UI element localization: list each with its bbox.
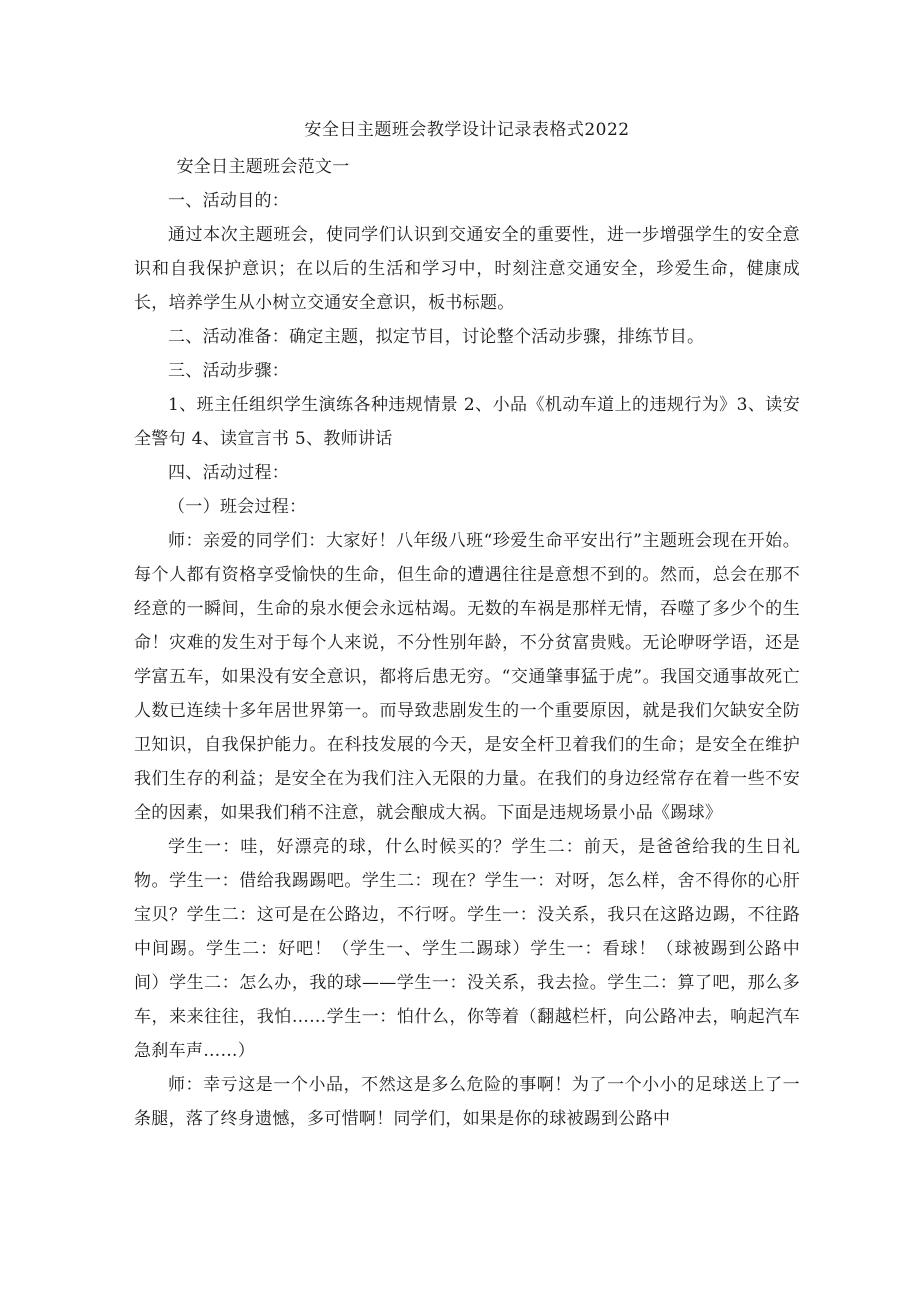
paragraph-heading-steps: 三、活动步骤： [168,361,290,381]
document-title: 安全日主题班会教学设计记录表格式2022 [304,120,630,140]
paragraph-heading-purpose: 一、活动目的： [168,191,290,211]
paragraph-steps: 1、班主任组织学生演练各种违规情景 2、小品《机动车道上的违规行为》3、读安全警句 4、读宣言书 5、教师讲话 [134,395,800,449]
paragraph-subtitle: 安全日主题班会范文一 [176,157,350,177]
paragraph-teacher-speech: 师：亲爱的同学们：大家好！八年级八班“珍爱生命平安出行”主题班会现在开始。每个人都有资格享受愉快的生命，但生命的遭遇往往是意想不到的。然而，总会在那不经意的一瞬间，生命的泉水便会永远枯竭。无数的车祸是那样无情，吞噬了多少个的生命！灾难的发生对于每个人来说，不分性别年龄，不分贫富贵贱。无论咿呀学语，还是学富五车，如果没有安全意识，都将后患无穷。“交通肇事猛于虎”。我国交通事故死亡人数已连续十多年居世界第一。而导致悲剧发生的一个重要原因，就是我们欠缺安全防卫知识，自我保护能力。在科技发展的今天，是安全杆卫着我们的生命；是安全在维护我们生存的利益；是安全在为我们注入无限的力量。在我们的身边经常存在着一些不安全的因素，如果我们稍不注意，就会酿成大祸。下面是违规场景小品《踢球》 [134,531,800,823]
paragraph-preparation: 二、活动准备：确定主题，拟定节目，讨论整个活动步骤，排练节目。 [168,327,705,347]
paragraph-purpose: 通过本次主题班会，使同学们认识到交通安全的重要性，进一步增强学生的安全意识和自我保护意识；在以后的生活和学习中，时刻注意交通安全，珍爱生命，健康成长，培养学生从小树立交通安全意识，板书标题。 [134,225,800,313]
paragraph-heading-process: 四、活动过程： [168,463,290,483]
paragraph-subheading-meeting: （一）班会过程： [168,497,307,517]
paragraph-teacher-comment: 师：幸亏这是一个小品，不然这是多么危险的事啊！为了一个小小的足球送上了一条腿，落了终身遗憾，多可惜啊！同学们，如果是你的球被踢到公路中 [134,1075,800,1129]
paragraph-skit: 学生一：哇，好漂亮的球，什么时候买的？学生二：前天，是爸爸给我的生日礼物。学生一：借给我踢踢吧。学生二：现在？学生一：对呀，怎么样，舍不得你的心肝宝贝？学生二：这可是在公路边，不行呀。学生一：没关系，我只在这路边踢，不往路中间踢。学生二：好吧！（学生一、学生二踢球）学生一：看球！（球被踢到公路中间）学生二：怎么办，我的球——学生一：没关系，我去捡。学生二：算了吧，那么多车，来来往往，我怕……学生一：怕什么，你等着（翻越栏杆，向公路冲去，响起汽车急刹车声……） [134,837,800,1061]
